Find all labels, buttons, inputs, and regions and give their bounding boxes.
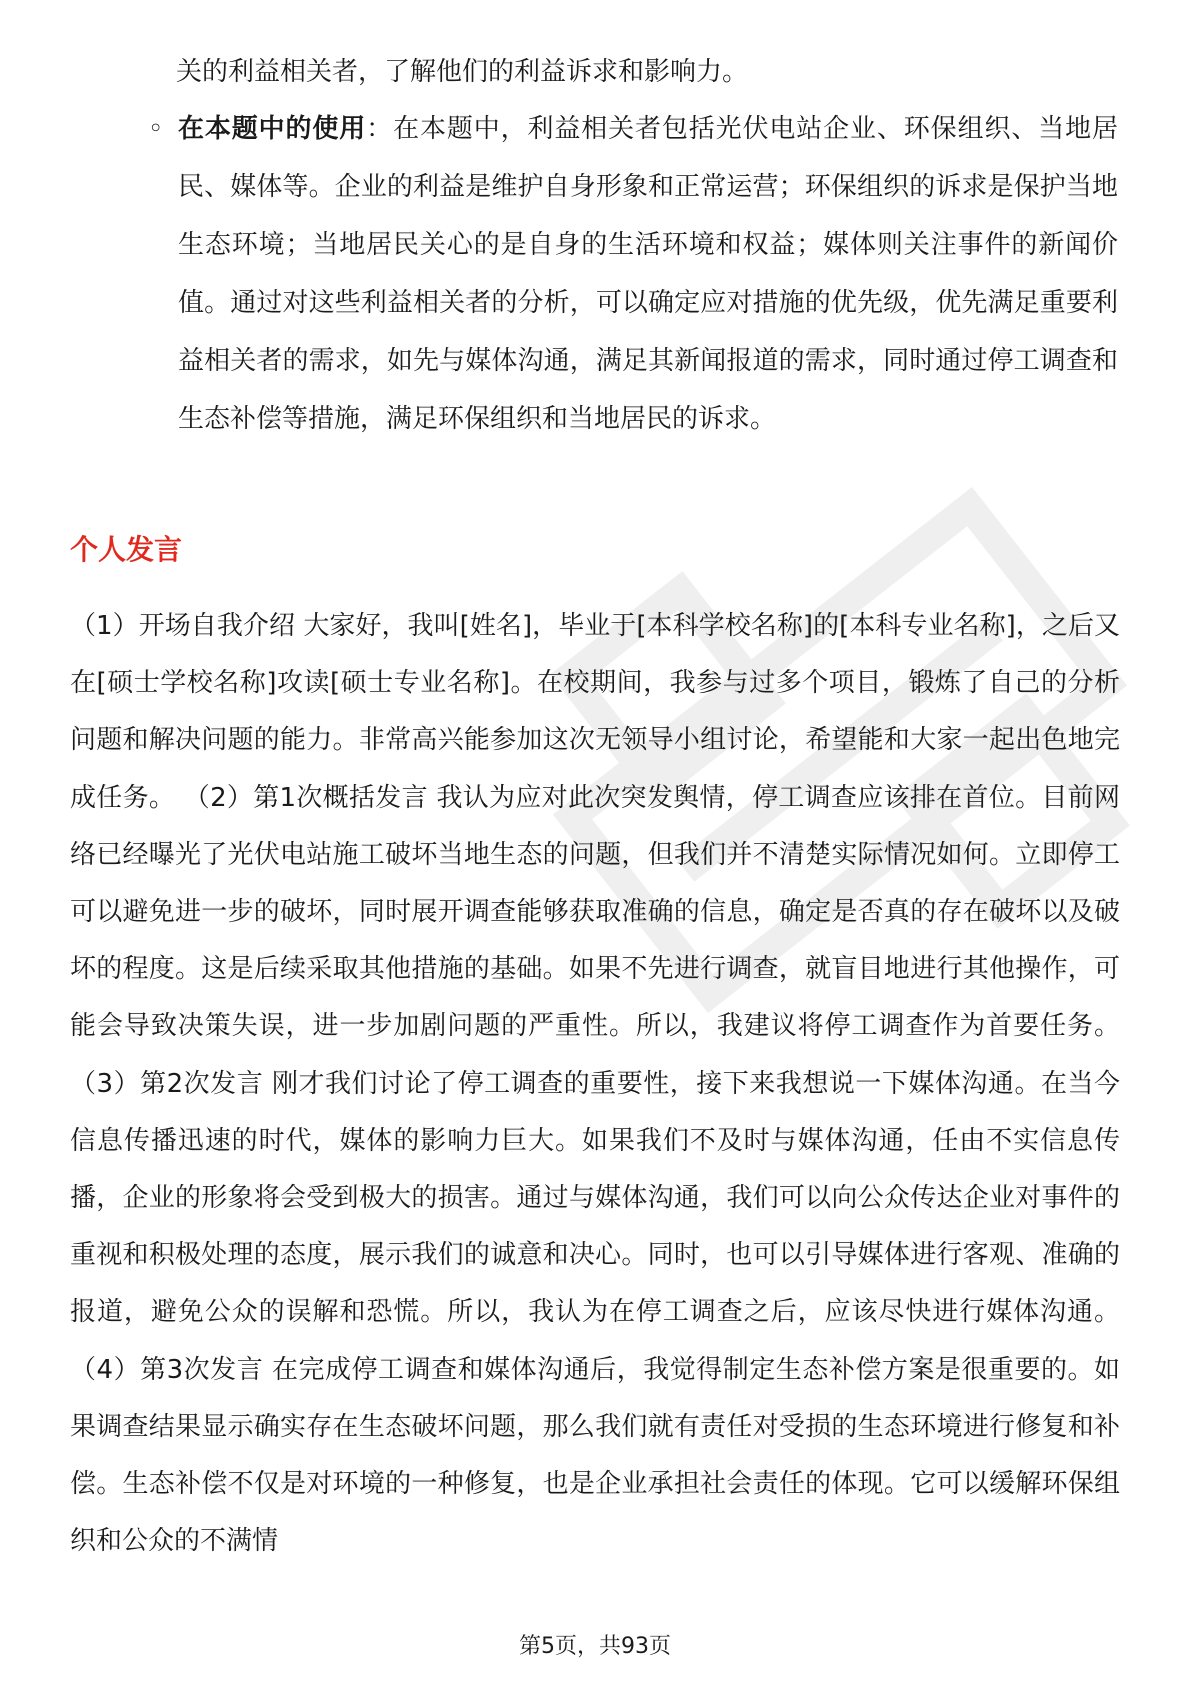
bullet-separator: ： [366, 114, 394, 144]
hollow-bullet-icon: ◦ [148, 114, 164, 144]
bullet-item-text [178, 100, 1118, 448]
section-heading-personal-speech: 个人发言 [70, 533, 183, 566]
personal-speech-body: （1）开场自我介绍 大家好，我叫[姓名]，毕业于[本科学校名称]的[本科专业名称]，之后又在[硕士学校名称]攻读[硕士专业名称]。在校期间，我参与过多个项目，锻炼了自己的分析问题和解决问题的能力。非常高兴能参加这次无领导小组讨论，希望能和大家一起出色地完成任务。 （2）第1次概括发言 我认为应对此次突发舆情，停工调查应该排在首位。目前网络已经曝光了光伏电站施工破坏当地生态的问题，但我们并不清楚实际情况如何。立即停工可以避免进一步的破坏，同时展开调查能够获取准确的信息，确定是否真的存在破坏以及破坏的程度。这是后续采取其他措施的基础。如果不先进行调查，就盲目地进行其他操作，可能会导致决策失误，进一步加剧问题的严重性。所以，我建议将停工调查作为首要任务。 （3）第2次发言 刚才我们讨论了停工调查的重要性，接下来我想说一下媒体沟通。在当今信息传播迅速的时代，媒体的影响力巨大。如果我们不及时与媒体沟通，任由不实信息传播，企业的形象将会受到极大的损害。通过与媒体沟通，我们可以向公众传达企业对事件的重视和积极处理的态度，展示我们的诚意和决心。同时，也可以引导媒体进行客观、准确的报道，避免公众的误解和恐慌。所以，我认为在停工调查之后，应该尽快进行媒体沟通。 （4）第3次发言 在完成停工调查和媒体沟通后，我觉得制定生态补偿方案是很重要的。如果调查结果显示确实存在生态破坏问题，那么我们就有责任对受损的生态环境进行修复和补偿。生态补偿不仅是对环境的一种修复，也是企业承担社会责任的体现。它可以缓解环保组织和公众的不满情 [70, 611, 1120, 1557]
page-number-footer: 第5页，共93页 [519, 1634, 671, 1659]
bullet-continuation-text: 关的利益相关者，了解他们的利益诉求和影响力。 [176, 57, 749, 87]
bullet-label: 在本题中的使用 [178, 114, 367, 144]
bullet-body: 在本题中，利益相关者包括光伏电站企业、环保组织、当地居民、媒体等。企业的利益是维护自身形象和正常运营；环保组织的诉求是保护当地生态环境；当地居民关心的是自身的生活环境和权益；媒体则关注事件的新闻价值。通过对这些利益相关者的分析，可以确定应对措施的优先级，优先满足重要利益相关者的需求，如先与媒体沟通，满足其新闻报道的需求，同时通过停工调查和生态补偿等措施，满足环保组织和当地居民的诉求。 [178, 114, 1118, 434]
bullet-item-usage [148, 100, 1118, 448]
